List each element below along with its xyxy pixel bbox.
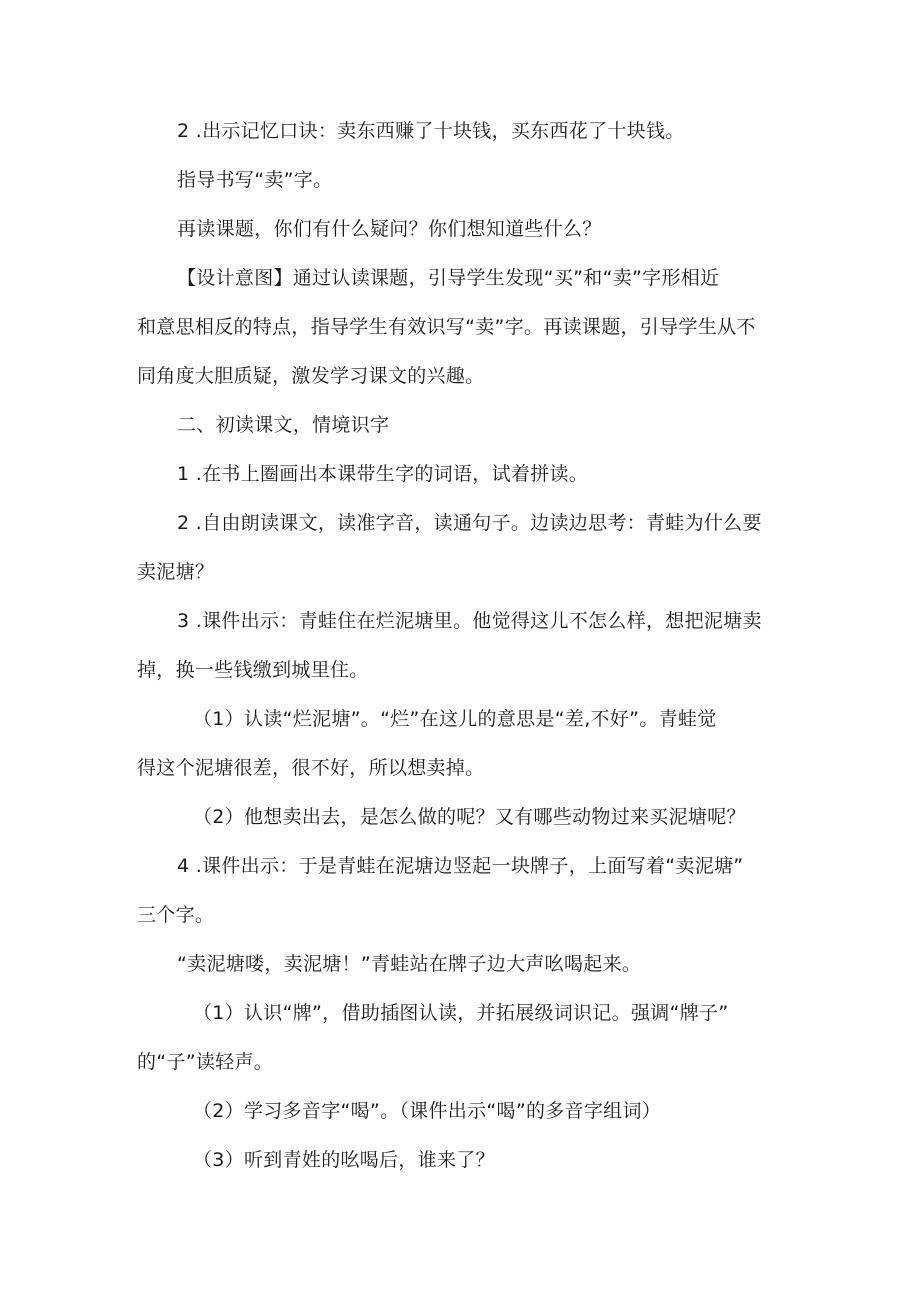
paragraph-line: 2 .出示记忆口诀：卖东西赚了十块钱，买东西花了十块钱。 <box>177 120 685 142</box>
paragraph-line: “卖泥塘喽，卖泥塘！”青蛙站在牌子边大声吆喝起来。 <box>177 953 642 975</box>
paragraph-line: 三个字。 <box>137 904 215 926</box>
paragraph-line: 1 .在书上圈画出本课带生字的词语，试着拼读。 <box>177 463 589 485</box>
paragraph-line: （2）他想卖出去，是怎么做的呢？又有哪些动物过来买泥塘呢？ <box>193 806 746 828</box>
paragraph-line: 掉，换一些钱缴到城里住。 <box>137 659 369 681</box>
paragraph-line: （2）学习多音字“喝”。（课件出示“喝”的多音字组词） <box>193 1100 662 1122</box>
paragraph-line: 指导书写“卖”字。 <box>177 169 333 191</box>
section-heading: 二、初读课文，情境识字 <box>177 414 390 436</box>
paragraph-line: （3）听到青姓的吆喝后，谁来了？ <box>193 1149 495 1171</box>
paragraph-line: （1）认读“烂泥塘”。“烂”在这儿的意思是“差,不好”。青蛙觉 <box>193 708 717 730</box>
paragraph-line: 卖泥塘？ <box>137 561 215 583</box>
design-intent-line: 【设计意图】通过认读课题，引导学生发现“买”和“卖”字形相近 <box>177 267 720 289</box>
paragraph-line: （1）认识“牌”，借助插图认读，并拓展级词识记。强调“牌子” <box>193 1002 729 1024</box>
paragraph-line: 同角度大胆质疑，激发学习课文的兴趣。 <box>137 365 485 387</box>
paragraph-line: 再读课题，你们有什么疑问？你们想知道些什么？ <box>177 218 602 240</box>
paragraph-line: 和意思相反的特点，指导学生有效识写“卖”字。再读课题，引导学生从不 <box>137 316 756 338</box>
paragraph-line: 4 .课件出示：于是青蛙在泥塘边竖起一块牌子，上面写着“卖泥塘” <box>177 855 744 877</box>
paragraph-line: 的“子”读轻声。 <box>137 1051 274 1073</box>
paragraph-line: 2 .自由朗读课文，读准字音，读通句子。边读边思考：青蛙为什么要 <box>177 512 762 534</box>
paragraph-line: 3 .课件出示：青蛙住在烂泥塘里。他觉得这儿不怎么样，想把泥塘卖 <box>177 610 762 632</box>
paragraph-line: 得这个泥塘很差，很不好，所以想卖掉。 <box>137 757 485 779</box>
